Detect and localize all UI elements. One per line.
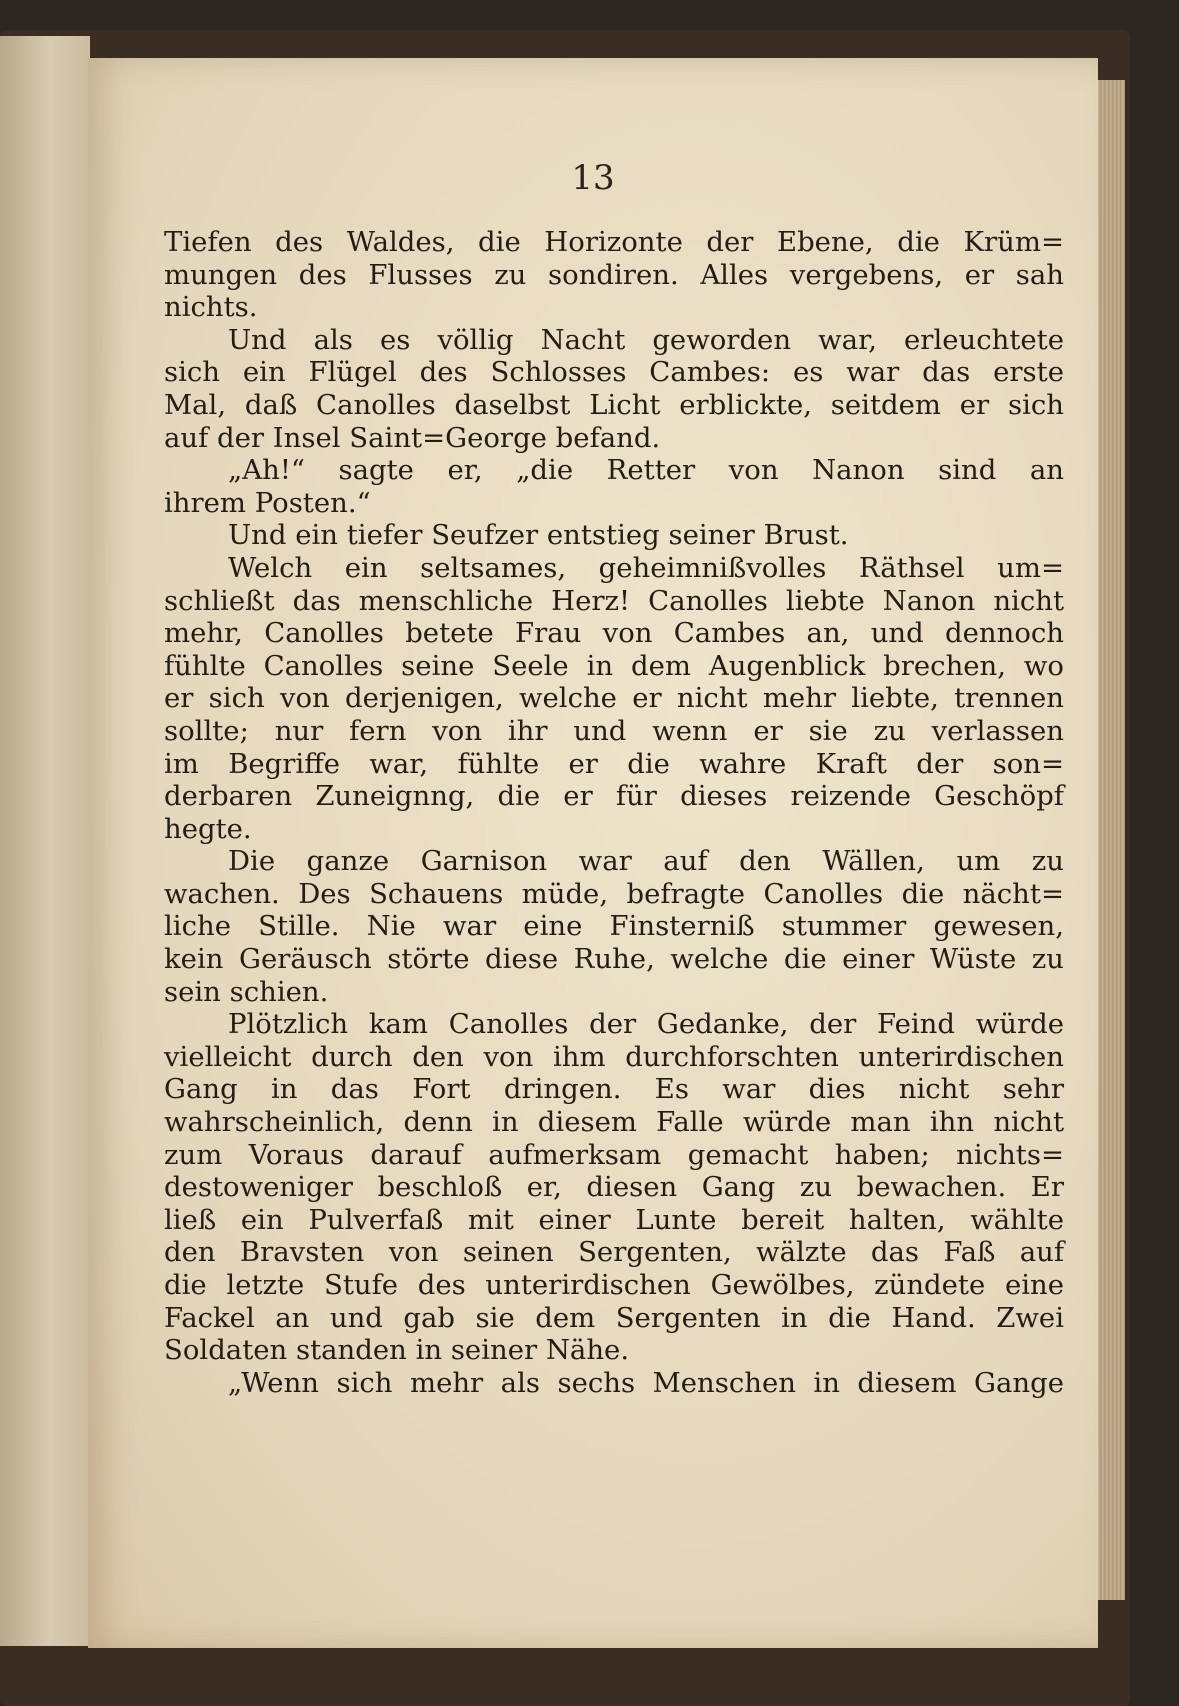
text-line: Gang in das Fort dringen. Es war dies nicht sehr: [164, 1073, 1064, 1106]
text-line: ihrem Posten.“: [164, 486, 371, 519]
text-line: „Wenn sich mehr als sechs Menschen in diesem Gange: [228, 1366, 1064, 1399]
text-line: Die ganze Garnison war auf den Wällen, um zu: [228, 845, 1064, 878]
text-line: auf der Insel Saint=George befand.: [164, 421, 661, 454]
text-line: mehr, Canolles betete Frau von Cambes an, und dennoch: [164, 617, 1064, 650]
text-line: nichts.: [164, 291, 258, 324]
text-line: Und als es völlig Nacht geworden war, erleuchtete: [228, 323, 1064, 356]
text-line: fühlte Canolles seine Seele in dem Augenblick brechen, wo: [164, 649, 1064, 682]
text-line: die letzte Stufe des unterirdischen Gewölbes, zündete eine: [164, 1269, 1064, 1301]
text-line: hegte.: [164, 812, 252, 845]
text-line: Mal, daß Canolles daselbst Licht erblickte, seitdem er sich: [164, 388, 1064, 421]
text-line: mungen des Flusses zu sondiren. Alles vergebens, er sah: [164, 258, 1064, 291]
text-line: Und ein tiefer Seufzer entstieg seiner Brust.: [228, 519, 849, 552]
text-line: sein schien.: [164, 975, 329, 1008]
text-line: Fackel an und gab sie dem Sergenten in die Hand. Zwei: [164, 1301, 1064, 1334]
text-line: sich ein Flügel des Schlosses Cambes: es war das erste: [164, 356, 1064, 389]
text-line: derbaren Zuneignng, die er für dieses reizende Geschöpf: [164, 780, 1064, 813]
text-line: Welch ein seltsames, geheimnißvolles Räthsel um=: [228, 551, 1064, 584]
text-line: wachen. Des Schauens müde, befragte Canolles die nächt=: [164, 877, 1064, 910]
text-line: Plötzlich kam Canolles der Gedanke, der Feind würde: [228, 1008, 1064, 1041]
page-number: 13: [571, 158, 615, 198]
text-line: er sich von derjenigen, welche er nicht mehr liebte, trennen: [164, 682, 1064, 715]
text-line: vielleicht durch den von ihm durchforschten unterirdischen: [164, 1040, 1064, 1073]
text-line: wahrscheinlich, denn in diesem Falle würde man ihn nicht: [164, 1106, 1064, 1139]
text-line: den Bravsten von seinen Sergenten, wälzte das Faß auf: [164, 1236, 1064, 1269]
text-line: im Begriffe war, fühlte er die wahre Kraft der son=: [164, 747, 1064, 780]
text-line: schließt das menschliche Herz! Canolles liebte Nanon nicht: [164, 584, 1064, 617]
text-line: Soldaten standen in seiner Nähe.: [164, 1334, 630, 1367]
text-line: kein Geräusch störte diese Ruhe, welche die einer Wüste zu: [164, 943, 1064, 976]
book-page: [88, 58, 1098, 1648]
body-text: [164, 226, 1064, 1399]
text-line: liche Stille. Nie war eine Finsterniß stummer gewesen,: [164, 910, 1064, 943]
text-line: Tiefen des Waldes, die Horizonte der Ebene, die Krüm=: [164, 226, 1064, 258]
text-line: sollte; nur fern von ihr und wenn er sie zu verlassen: [164, 714, 1064, 747]
left-page-edge: [0, 36, 90, 1646]
text-line: ließ ein Pulverfaß mit einer Lunte bereit halten, wählte: [164, 1203, 1064, 1236]
page-stack-edge: [1095, 80, 1125, 1600]
text-line: zum Voraus darauf aufmerksam gemacht haben; nichts=: [164, 1138, 1064, 1171]
text-line: destoweniger beschloß er, diesen Gang zu bewachen. Er: [164, 1171, 1064, 1204]
text-line: „Ah!“ sagte er, „die Retter von Nanon sind an: [228, 454, 1064, 487]
